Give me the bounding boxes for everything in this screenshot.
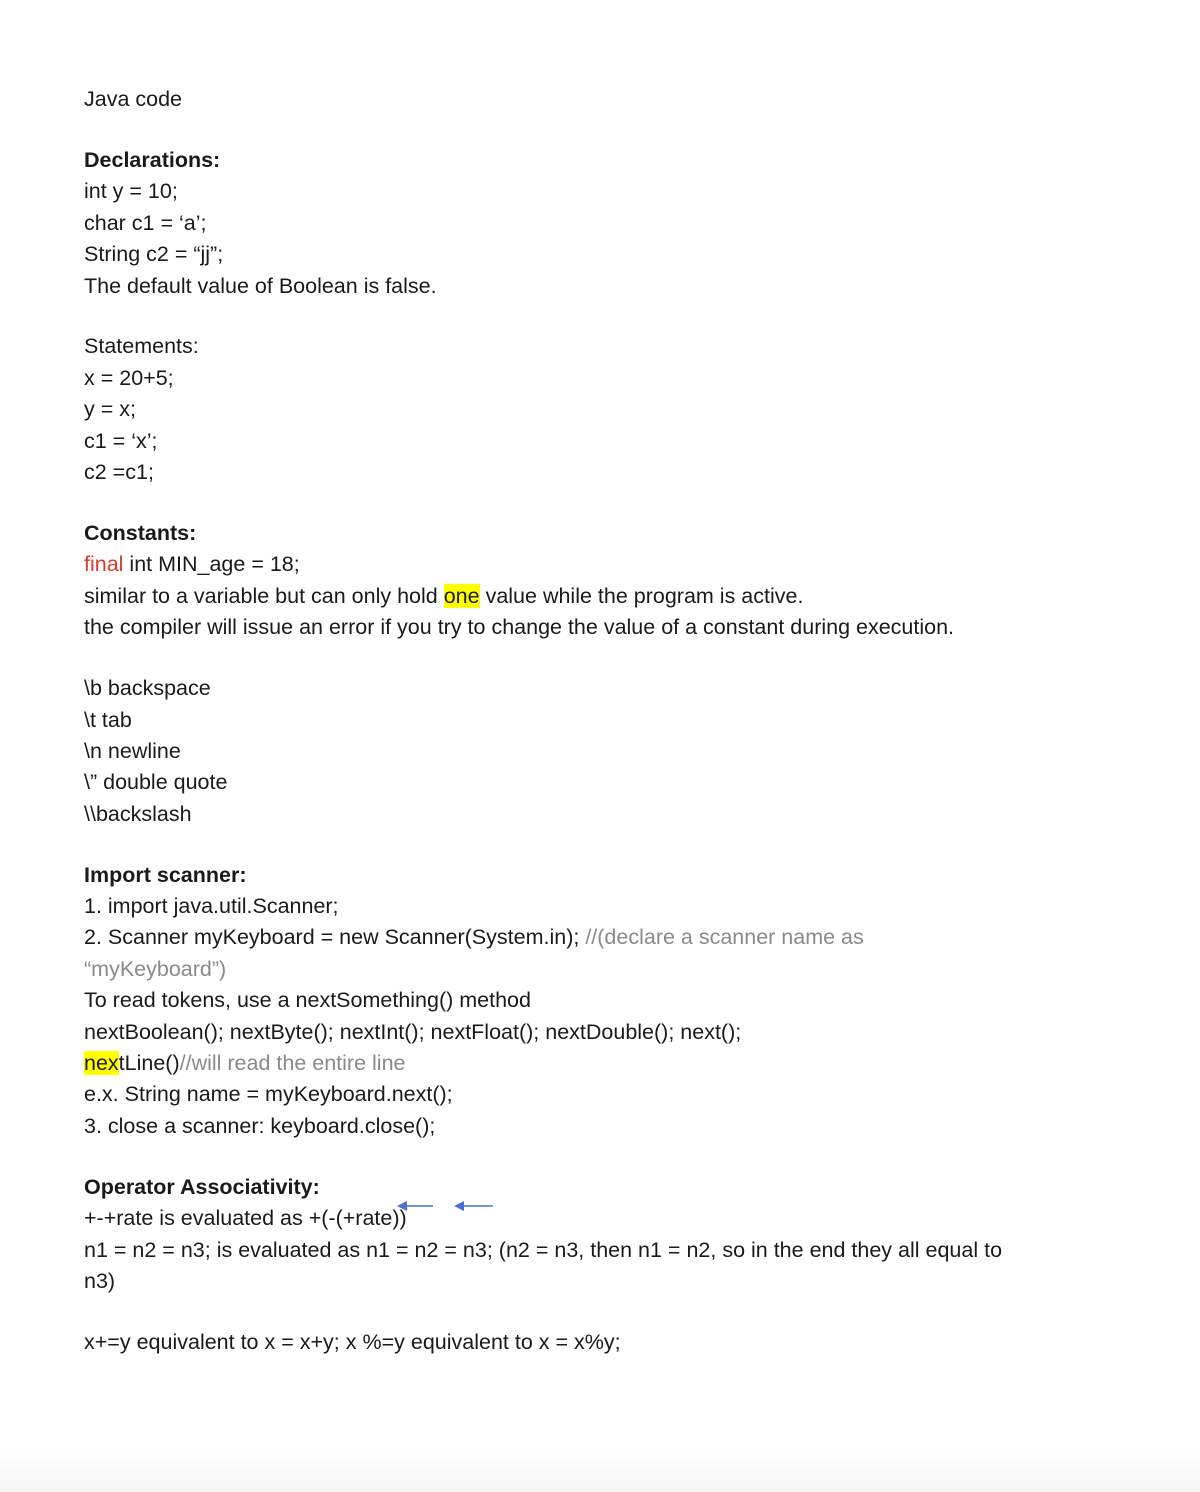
- escape-line: \t tab: [84, 707, 132, 732]
- constant-description: [84, 581, 1134, 612]
- statement-line: x = 20+5;: [84, 365, 174, 390]
- scanner-declare-line: [84, 922, 1134, 953]
- scanner-declare-comment: //(declare a scanner name as: [585, 925, 864, 950]
- scanner-example-line: e.x. String name = myKeyboard.next();: [84, 1082, 453, 1107]
- constants-heading: Constants:: [84, 520, 197, 545]
- highlighted-text: nex: [84, 1051, 119, 1076]
- left-arrow-icon: [397, 1201, 433, 1211]
- declaration-line: The default value of Boolean is false.: [84, 273, 437, 298]
- scanner-tokens-line: To read tokens, use a nextSomething() method: [84, 988, 531, 1013]
- constant-declaration-rest: int MIN_age = 18;: [123, 552, 300, 577]
- statements-heading: Statements:: [84, 334, 199, 359]
- declaration-line: int y = 10;: [84, 179, 178, 204]
- document-title: Java code: [84, 87, 183, 111]
- constant-description-end: value while the program is active.: [479, 583, 804, 608]
- escape-line: \\backslash: [84, 801, 192, 826]
- final-keyword: final: [84, 552, 124, 577]
- escape-line: \b backspace: [84, 676, 211, 701]
- nextline-comment: //will read the entire line: [179, 1051, 406, 1076]
- left-arrow-icons: [395, 1196, 505, 1226]
- scanner-methods-line: nextBoolean(); nextByte(); nextInt(); nextFloat(); nextDouble(); next();: [84, 1019, 742, 1044]
- left-arrow-icon: [454, 1201, 493, 1211]
- compound-assignment-line: x+=y equivalent to x = x+y; x %=y equivalent to x = x%y;: [84, 1329, 621, 1354]
- associativity-heading: Operator Associativity:: [84, 1174, 320, 1199]
- scanner-import-line: 1. import java.util.Scanner;: [84, 894, 339, 919]
- scanner-declare-comment-cont: “myKeyboard”): [84, 956, 227, 981]
- document-page: [84, 84, 1134, 1358]
- scanner-declare-code: 2. Scanner myKeyboard = new Scanner(System.in);: [84, 925, 586, 950]
- statement-line: c2 =c1;: [84, 460, 154, 485]
- scanner-close-line: 3. close a scanner: keyboard.close();: [84, 1113, 436, 1138]
- escape-line: \” double quote: [84, 770, 228, 795]
- constant-declaration: [84, 549, 1134, 580]
- statement-line: c1 = ‘x’;: [84, 428, 158, 453]
- constant-description-start: similar to a variable but can only hold: [84, 583, 444, 608]
- page-bottom-edge: [0, 1452, 1200, 1492]
- statement-line: y = x;: [84, 397, 136, 422]
- associativity-line: +-+rate is evaluated as +(-(+rate)): [84, 1206, 407, 1231]
- declarations-heading: Declarations:: [84, 147, 221, 172]
- escape-line: \n newline: [84, 738, 181, 763]
- declaration-line: char c1 = ‘a’;: [84, 210, 207, 235]
- declaration-line: String c2 = “jj”;: [84, 242, 224, 267]
- associativity-line-cont: n3): [84, 1269, 116, 1293]
- scanner-nextline-line: [84, 1048, 1134, 1079]
- constant-compiler-note: the compiler will issue an error if you try to change the value of a constant during execution.: [84, 615, 955, 640]
- nextline-rest: tLine(): [118, 1051, 180, 1076]
- associativity-line: n1 = n2 = n3; is evaluated as n1 = n2 = n3; (n2 = n3, then n1 = n2, so in the end they all equal to: [84, 1237, 1003, 1262]
- scanner-heading: Import scanner:: [84, 862, 247, 887]
- highlighted-word: one: [443, 583, 480, 608]
